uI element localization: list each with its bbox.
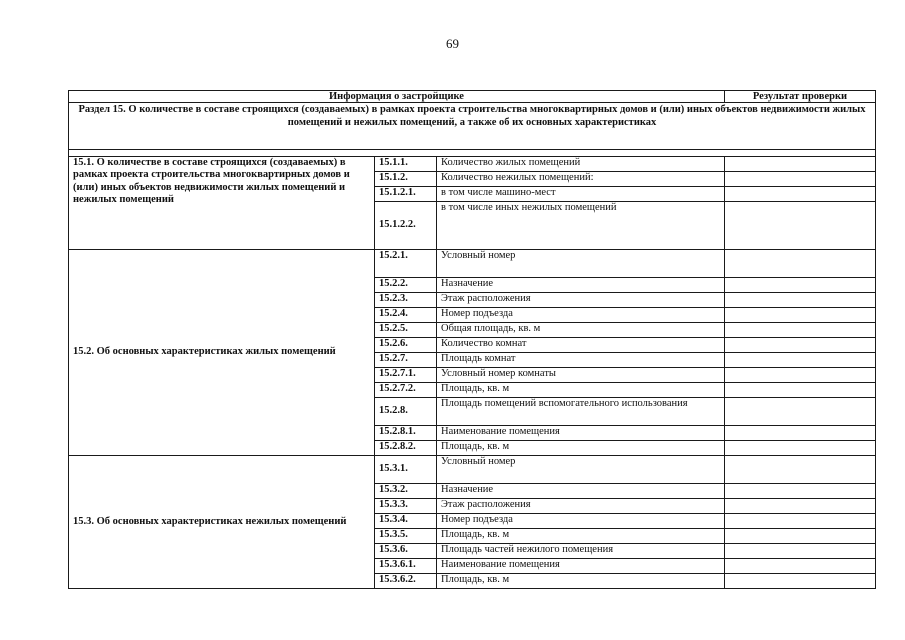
row-number: 15.3.2. — [375, 484, 437, 499]
table-header-row — [69, 91, 876, 103]
result-cell — [725, 441, 876, 456]
row-number: 15.3.6.2. — [375, 574, 437, 589]
result-cell — [725, 293, 876, 308]
result-cell — [725, 308, 876, 323]
row-label: Назначение — [437, 278, 725, 293]
result-cell — [725, 574, 876, 589]
row-label: Назначение — [437, 484, 725, 499]
row-label: Площадь комнат — [437, 353, 725, 368]
row-label: Площадь помещений вспомогательного использования — [437, 398, 725, 426]
row-label: Количество комнат — [437, 338, 725, 353]
developer-info-header: Информация о застройщике — [69, 91, 725, 103]
result-cell — [725, 398, 876, 426]
row-label: в том числе машино-мест — [437, 187, 725, 202]
table-row — [69, 157, 876, 172]
row-label: Общая площадь, кв. м — [437, 323, 725, 338]
result-cell — [725, 323, 876, 338]
result-cell — [725, 172, 876, 187]
row-label: Площадь, кв. м — [437, 574, 725, 589]
result-cell — [725, 514, 876, 529]
row-label: Площадь частей нежилого помещения — [437, 544, 725, 559]
row-number: 15.2.1. — [375, 250, 437, 278]
spacer-row — [69, 150, 876, 157]
row-number: 15.3.4. — [375, 514, 437, 529]
row-number: 15.2.5. — [375, 323, 437, 338]
row-label: Этаж расположения — [437, 499, 725, 514]
table-row — [69, 456, 876, 484]
row-label: Номер подъезда — [437, 308, 725, 323]
row-number: 15.2.4. — [375, 308, 437, 323]
group-title-15-1: 15.1. О количестве в составе строящихся (создаваемых) в рамках проекта строительства многоквартирных домов и (или) иных объектов недвижимости жилых помещений и нежилых помещений — [69, 157, 375, 250]
row-number: 15.3.3. — [375, 499, 437, 514]
result-cell — [725, 559, 876, 574]
result-cell — [725, 338, 876, 353]
row-label: Условный номер — [437, 250, 725, 278]
result-cell — [725, 426, 876, 441]
row-number: 15.2.6. — [375, 338, 437, 353]
section-title-row — [69, 103, 876, 150]
row-number: 15.1.1. — [375, 157, 437, 172]
result-cell — [725, 383, 876, 398]
group-title-15-2: 15.2. Об основных характеристиках жилых помещений — [69, 250, 375, 456]
row-number: 15.3.1. — [375, 456, 437, 484]
row-number: 15.1.2.2. — [375, 202, 437, 250]
row-number: 15.2.8.2. — [375, 441, 437, 456]
result-cell — [725, 529, 876, 544]
row-number: 15.2.3. — [375, 293, 437, 308]
result-cell — [725, 157, 876, 172]
row-number: 15.1.2.1. — [375, 187, 437, 202]
row-number: 15.2.8.1. — [375, 426, 437, 441]
result-cell — [725, 499, 876, 514]
row-number: 15.2.8. — [375, 398, 437, 426]
row-label: Этаж расположения — [437, 293, 725, 308]
result-cell — [725, 353, 876, 368]
check-result-header: Результат проверки — [725, 91, 876, 103]
row-label: Наименование помещения — [437, 426, 725, 441]
row-number: 15.1.2. — [375, 172, 437, 187]
row-number: 15.2.2. — [375, 278, 437, 293]
row-label: Наименование помещения — [437, 559, 725, 574]
row-label: Условный номер — [437, 456, 725, 484]
row-label: в том числе иных нежилых помещений — [437, 202, 725, 250]
row-number: 15.3.5. — [375, 529, 437, 544]
row-label: Номер подъезда — [437, 514, 725, 529]
row-label: Количество нежилых помещений: — [437, 172, 725, 187]
result-cell — [725, 456, 876, 484]
result-cell — [725, 484, 876, 499]
group-title-15-3: 15.3. Об основных характеристиках нежилых помещений — [69, 456, 375, 589]
result-cell — [725, 544, 876, 559]
result-cell — [725, 250, 876, 278]
result-cell — [725, 202, 876, 250]
row-label: Количество жилых помещений — [437, 157, 725, 172]
page-number: 69 — [446, 36, 459, 51]
row-label: Условный номер комнаты — [437, 368, 725, 383]
row-number: 15.2.7.2. — [375, 383, 437, 398]
row-label: Площадь, кв. м — [437, 441, 725, 456]
row-number: 15.3.6. — [375, 544, 437, 559]
result-cell — [725, 368, 876, 383]
result-cell — [725, 278, 876, 293]
section-title: Раздел 15. О количестве в составе строящихся (создаваемых) в рамках проекта строительства многоквартирных домов и (или) иных объектов недвижимости жилых помещений и нежилых помещений, а также об их основных характеристиках — [69, 103, 876, 150]
table-row — [69, 250, 876, 278]
row-label: Площадь, кв. м — [437, 529, 725, 544]
row-number: 15.2.7.1. — [375, 368, 437, 383]
developer-info-table — [68, 90, 876, 589]
row-label: Площадь, кв. м — [437, 383, 725, 398]
row-number: 15.3.6.1. — [375, 559, 437, 574]
row-number: 15.2.7. — [375, 353, 437, 368]
result-cell — [725, 187, 876, 202]
